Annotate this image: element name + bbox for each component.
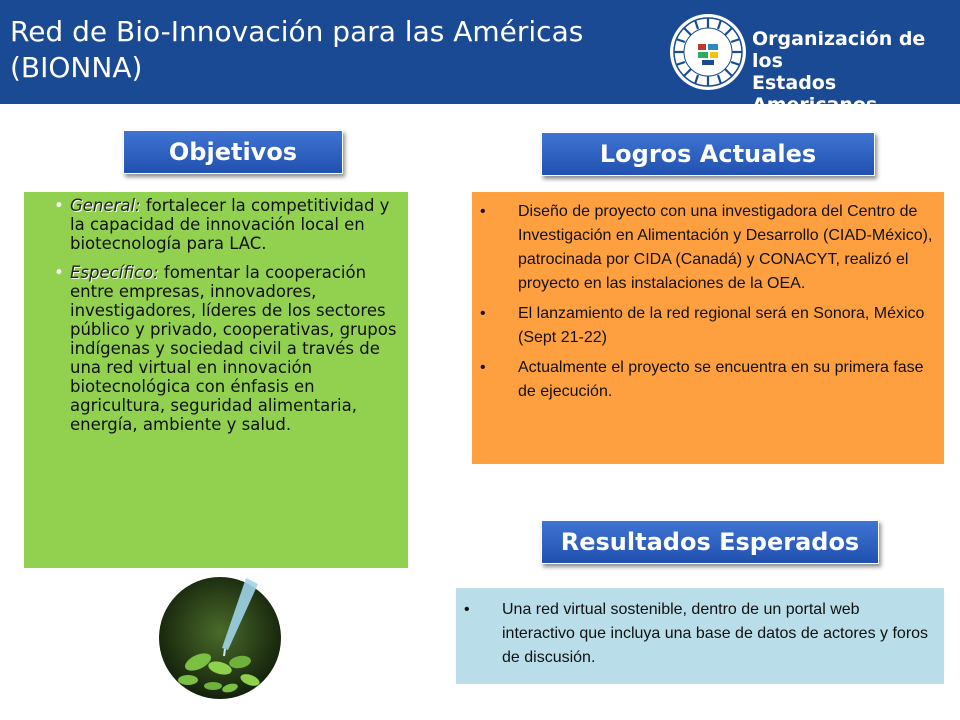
objetivo-text: fortalecer la competitividad y la capacidad de innovación local en biotecnología para LAC.	[70, 196, 390, 253]
logro-text: Actualmente el proyecto se encuentra en su primera fase de ejecución.	[518, 359, 924, 400]
resultados-panel	[456, 588, 944, 684]
objetivo-keyword: Específico:	[70, 263, 159, 282]
objetivos-heading: Objetivos	[123, 130, 343, 174]
logro-item	[472, 200, 944, 296]
title-line-2: (BIONNA)	[10, 51, 143, 84]
header-bar	[0, 0, 960, 116]
title-line-1: Red de Bio-Innovación para las Américas	[10, 15, 584, 48]
objetivo-general	[24, 196, 408, 253]
resultado-item	[456, 598, 944, 670]
org-line-2: Estados Americanos	[752, 72, 878, 116]
resultado-text: Una red virtual sostenible, dentro de un portal web interactivo que incluya una base de datos de actores y foros de discusión.	[502, 601, 929, 666]
objetivos-panel	[24, 192, 408, 568]
page-title	[10, 14, 583, 86]
bullet-icon: •	[480, 305, 486, 322]
organization-name	[752, 28, 960, 116]
logro-item	[472, 356, 944, 404]
objetivo-text: fomentar la cooperación entre empresas, innovadores, investigadores, líderes de los sectores público y privado, cooperativas, grupos indígenas y sociedad civil a través de una red virtual en innovación biotecnológica con énfasis en agricultura, seguridad alimentaria, energía, ambiente y salud.	[70, 263, 397, 434]
bullet-icon: •	[480, 359, 486, 376]
bullet-icon: •	[464, 601, 470, 618]
logro-item	[472, 302, 944, 350]
bullet-icon: •	[54, 263, 64, 282]
objetivo-especifico	[24, 263, 408, 434]
logros-panel	[472, 192, 944, 464]
logro-text: Diseño de proyecto con una investigadora del Centro de Investigación en Alimentación y Desarrollo (CIAD-México), patrocinada por CIDA (Canadá) y CONACYT, realizó el proyecto en las instalaciones de la OEA.	[518, 203, 933, 292]
objetivo-keyword: General:	[70, 196, 141, 215]
resultados-heading: Resultados Esperados	[541, 520, 879, 564]
seedling-pipette-photo	[158, 576, 282, 700]
logro-text: El lanzamiento de la red regional será en Sonora, México (Sept 21-22)	[518, 305, 925, 346]
bullet-icon: •	[54, 196, 64, 215]
oas-seal-icon	[668, 12, 748, 92]
logros-heading: Logros Actuales	[541, 132, 875, 176]
org-line-1: Organización de los	[752, 28, 926, 72]
bullet-icon: •	[480, 203, 486, 220]
